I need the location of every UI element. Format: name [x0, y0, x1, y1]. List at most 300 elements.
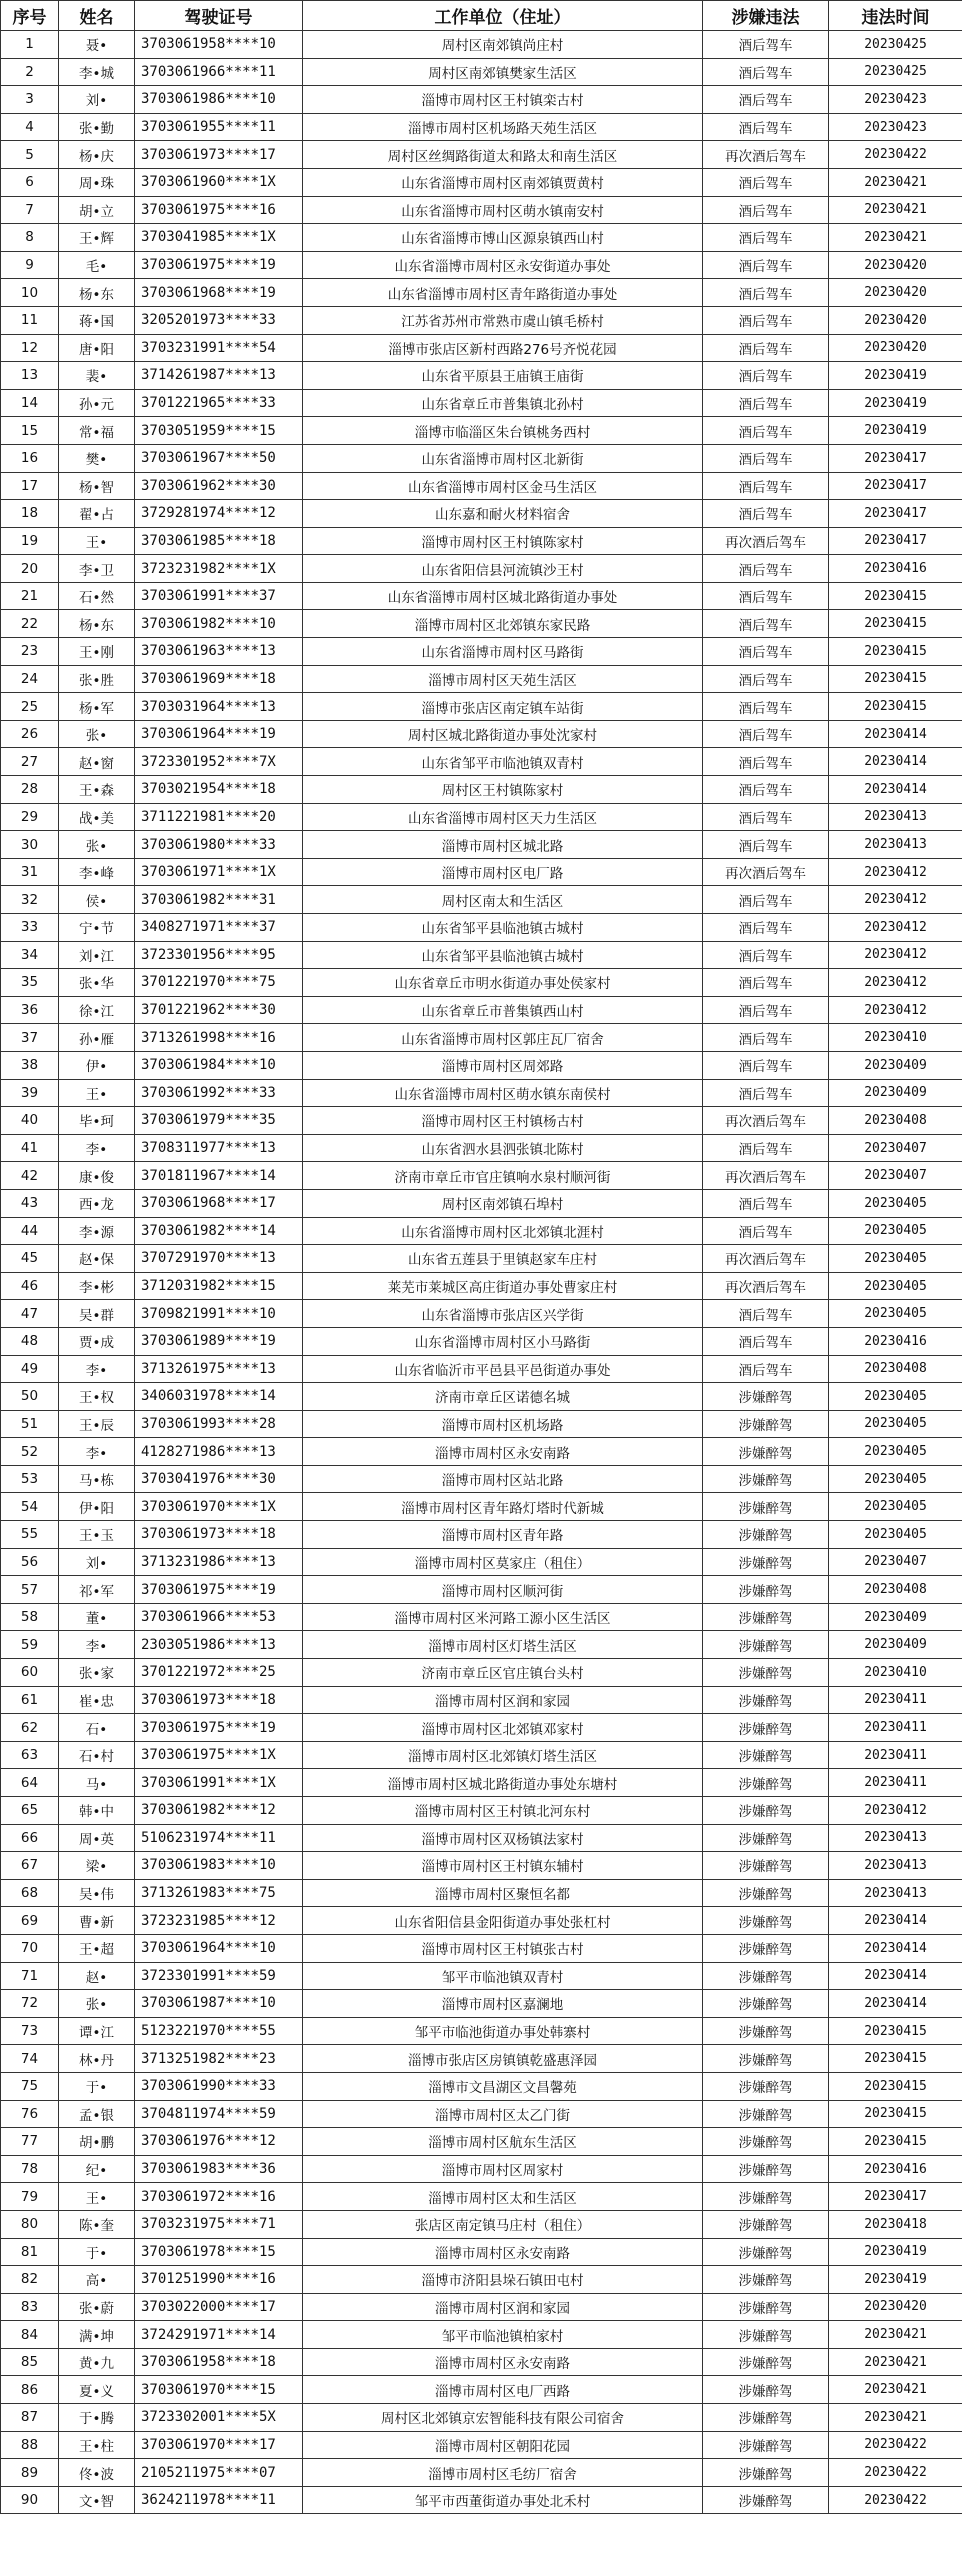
table-row: [1, 2045, 962, 2073]
person-name: 李•: [59, 1355, 135, 1383]
person-name: 吴•群: [59, 1300, 135, 1328]
license-number: 3703041985****1X: [135, 224, 303, 252]
work-address: 山东省淄博市周村区南郊镇贾黄村: [303, 168, 703, 196]
work-address: 周村区南郊镇石埠村: [303, 1189, 703, 1217]
table-row: [1, 1327, 962, 1355]
license-number: 3703061990****33: [135, 2072, 303, 2100]
violation-date: 20230409: [829, 1603, 962, 1631]
row-number: 4: [1, 113, 59, 141]
table-row: [1, 2431, 962, 2459]
work-address: 山东省平原县王庙镇王庙街: [303, 362, 703, 390]
license-number: 3703061985****18: [135, 527, 303, 555]
row-number: 58: [1, 1603, 59, 1631]
table-row: [1, 86, 962, 114]
violation-type: 酒后驾车: [703, 472, 829, 500]
license-number: 3703231991****54: [135, 334, 303, 362]
violation-type: 涉嫌醉驾: [703, 1962, 829, 1990]
table-body: [1, 31, 962, 2514]
violation-type: 酒后驾车: [703, 638, 829, 666]
violation-type: 酒后驾车: [703, 1189, 829, 1217]
person-name: 西•龙: [59, 1189, 135, 1217]
violation-date: 20230414: [829, 1934, 962, 1962]
violation-date: 20230421: [829, 224, 962, 252]
work-address: 淄博市张店区房镇镇乾盛惠泽园: [303, 2045, 703, 2073]
violation-date: 20230422: [829, 141, 962, 169]
person-name: 赵•窗: [59, 748, 135, 776]
person-name: 蒋•国: [59, 306, 135, 334]
license-number: 3703061963****13: [135, 638, 303, 666]
person-name: 王•权: [59, 1383, 135, 1411]
row-number: 27: [1, 748, 59, 776]
violation-date: 20230408: [829, 1107, 962, 1135]
violation-date: 20230417: [829, 2183, 962, 2211]
work-address: 淄博市周村区永安南路: [303, 2348, 703, 2376]
violation-type: 涉嫌醉驾: [703, 2321, 829, 2349]
violation-type: 酒后驾车: [703, 803, 829, 831]
violation-type: 酒后驾车: [703, 1134, 829, 1162]
table-row: [1, 693, 962, 721]
person-name: 董•: [59, 1603, 135, 1631]
person-name: 伊•: [59, 1051, 135, 1079]
violation-date: 20230419: [829, 389, 962, 417]
row-number: 47: [1, 1300, 59, 1328]
work-address: 邹平市临池街道办事处韩寨村: [303, 2017, 703, 2045]
license-number: 3723301952****7X: [135, 748, 303, 776]
header-violation: 涉嫌违法: [703, 1, 829, 31]
row-number: 30: [1, 831, 59, 859]
license-number: 3703061982****14: [135, 1217, 303, 1245]
row-number: 8: [1, 224, 59, 252]
work-address: 山东省淄博市周村区郭庄瓦厂宿舍: [303, 1024, 703, 1052]
table-row: [1, 665, 962, 693]
license-number: 3714261987****13: [135, 362, 303, 390]
table-row: [1, 1852, 962, 1880]
person-name: 李•: [59, 1438, 135, 1466]
row-number: 7: [1, 196, 59, 224]
person-name: 李•卫: [59, 555, 135, 583]
table-row: [1, 1465, 962, 1493]
license-number: 5106231974****11: [135, 1824, 303, 1852]
violation-type: 酒后驾车: [703, 776, 829, 804]
table-row: [1, 1024, 962, 1052]
violation-type: 涉嫌醉驾: [703, 2266, 829, 2294]
violation-type: 涉嫌醉驾: [703, 1907, 829, 1935]
work-address: 山东省章丘市明水街道办事处侯家村: [303, 969, 703, 997]
violation-date: 20230405: [829, 1272, 962, 1300]
violation-type: 酒后驾车: [703, 1327, 829, 1355]
work-address: 淄博市周村区嘉澜地: [303, 1990, 703, 2018]
table-row: [1, 251, 962, 279]
person-name: 翟•占: [59, 500, 135, 528]
violation-type: 再次酒后驾车: [703, 1162, 829, 1190]
table-row: [1, 1162, 962, 1190]
row-number: 56: [1, 1548, 59, 1576]
violation-type: 涉嫌醉驾: [703, 2376, 829, 2404]
work-address: 山东省阳信县河流镇沙王村: [303, 555, 703, 583]
work-address: 淄博市周村区润和家园: [303, 1686, 703, 1714]
person-name: 唐•阳: [59, 334, 135, 362]
person-name: 张•: [59, 1990, 135, 2018]
table-row: [1, 527, 962, 555]
violation-date: 20230417: [829, 500, 962, 528]
row-number: 61: [1, 1686, 59, 1714]
license-number: 3703061968****19: [135, 279, 303, 307]
license-number: 3703061991****1X: [135, 1769, 303, 1797]
work-address: 周村区丝绸路街道太和路太和南生活区: [303, 141, 703, 169]
work-address: 淄博市周村区王村镇北河东村: [303, 1797, 703, 1825]
header-date: 违法时间: [829, 1, 962, 31]
violation-date: 20230412: [829, 914, 962, 942]
violation-type: 酒后驾车: [703, 720, 829, 748]
violation-type: 酒后驾车: [703, 693, 829, 721]
person-name: 刘•: [59, 86, 135, 114]
row-number: 28: [1, 776, 59, 804]
license-number: 3723231982****1X: [135, 555, 303, 583]
row-number: 52: [1, 1438, 59, 1466]
person-name: 马•栋: [59, 1465, 135, 1493]
row-number: 59: [1, 1631, 59, 1659]
work-address: 邹平市临池镇双青村: [303, 1962, 703, 1990]
violation-date: 20230419: [829, 2238, 962, 2266]
person-name: 杨•东: [59, 610, 135, 638]
license-number: 3701221970****75: [135, 969, 303, 997]
work-address: 淄博市周村区润和家园: [303, 2293, 703, 2321]
table-row: [1, 417, 962, 445]
table-row: [1, 1631, 962, 1659]
row-number: 64: [1, 1769, 59, 1797]
table-row: [1, 1189, 962, 1217]
person-name: 毕•珂: [59, 1107, 135, 1135]
person-name: 孟•银: [59, 2100, 135, 2128]
table-row: [1, 1769, 962, 1797]
license-number: 3703231975****71: [135, 2210, 303, 2238]
violation-type: 酒后驾车: [703, 1300, 829, 1328]
row-number: 60: [1, 1659, 59, 1687]
license-number: 3703061976****12: [135, 2128, 303, 2156]
license-number: 3701811967****14: [135, 1162, 303, 1190]
violation-date: 20230409: [829, 1051, 962, 1079]
table-row: [1, 2486, 962, 2514]
work-address: 淄博市周村区机场路天苑生活区: [303, 113, 703, 141]
person-name: 胡•立: [59, 196, 135, 224]
table-row: [1, 2210, 962, 2238]
license-number: 3624211978****11: [135, 2486, 303, 2514]
violation-date: 20230405: [829, 1410, 962, 1438]
table-row: [1, 803, 962, 831]
work-address: 邹平市西董街道办事处北禾村: [303, 2486, 703, 2514]
row-number: 82: [1, 2266, 59, 2294]
violation-date: 20230425: [829, 58, 962, 86]
person-name: 李•城: [59, 58, 135, 86]
row-number: 68: [1, 1879, 59, 1907]
table-row: [1, 1879, 962, 1907]
violation-date: 20230405: [829, 1245, 962, 1273]
license-number: 3703061983****10: [135, 1852, 303, 1880]
row-number: 34: [1, 941, 59, 969]
violation-date: 20230405: [829, 1217, 962, 1245]
license-number: 5123221970****55: [135, 2017, 303, 2045]
violation-type: 涉嫌醉驾: [703, 2486, 829, 2514]
violation-date: 20230419: [829, 2266, 962, 2294]
license-number: 3703061975****1X: [135, 1741, 303, 1769]
row-number: 36: [1, 996, 59, 1024]
row-number: 77: [1, 2128, 59, 2156]
violation-type: 酒后驾车: [703, 306, 829, 334]
license-number: 3708311977****13: [135, 1134, 303, 1162]
table-row: [1, 1272, 962, 1300]
work-address: 淄博市周村区航东生活区: [303, 2128, 703, 2156]
violation-type: 涉嫌醉驾: [703, 2293, 829, 2321]
violation-date: 20230421: [829, 2348, 962, 2376]
person-name: 张•家: [59, 1659, 135, 1687]
table-row: [1, 1438, 962, 1466]
violation-type: 涉嫌醉驾: [703, 1714, 829, 1742]
work-address: 山东省邹平市临池镇双青村: [303, 748, 703, 776]
violation-date: 20230415: [829, 2100, 962, 2128]
violation-type: 涉嫌醉驾: [703, 2348, 829, 2376]
person-name: 胡•鹏: [59, 2128, 135, 2156]
table-row: [1, 1603, 962, 1631]
work-address: 淄博市周村区灯塔生活区: [303, 1631, 703, 1659]
license-number: 3713261998****16: [135, 1024, 303, 1052]
violation-type: 再次酒后驾车: [703, 1245, 829, 1273]
table-row: [1, 196, 962, 224]
license-number: 3703061982****12: [135, 1797, 303, 1825]
person-name: 裴•: [59, 362, 135, 390]
work-address: 淄博市周村区青年路: [303, 1521, 703, 1549]
violation-date: 20230421: [829, 2404, 962, 2432]
violation-date: 20230405: [829, 1521, 962, 1549]
work-address: 淄博市周村区顺河街: [303, 1576, 703, 1604]
violation-date: 20230416: [829, 2155, 962, 2183]
table-row: [1, 1576, 962, 1604]
work-address: 山东嘉和耐火材料宿舍: [303, 500, 703, 528]
row-number: 23: [1, 638, 59, 666]
person-name: 文•智: [59, 2486, 135, 2514]
license-number: 3703061982****31: [135, 886, 303, 914]
work-address: 周村区城北路街道办事处沈家村: [303, 720, 703, 748]
violation-type: 酒后驾车: [703, 113, 829, 141]
work-address: 淄博市周村区天苑生活区: [303, 665, 703, 693]
person-name: 张•: [59, 720, 135, 748]
violation-date: 20230409: [829, 1079, 962, 1107]
row-number: 54: [1, 1493, 59, 1521]
violation-date: 20230411: [829, 1741, 962, 1769]
license-number: 3703061989****19: [135, 1327, 303, 1355]
license-number: 3703061982****10: [135, 610, 303, 638]
violation-date: 20230413: [829, 1824, 962, 1852]
violation-type: 涉嫌醉驾: [703, 1576, 829, 1604]
license-number: 3408271971****37: [135, 914, 303, 942]
license-number: 3701221965****33: [135, 389, 303, 417]
license-number: 3703061960****1X: [135, 168, 303, 196]
license-number: 2303051986****13: [135, 1631, 303, 1659]
row-number: 55: [1, 1521, 59, 1549]
work-address: 山东省淄博市周村区天力生活区: [303, 803, 703, 831]
person-name: 高•: [59, 2266, 135, 2294]
table-row: [1, 555, 962, 583]
violation-type: 涉嫌醉驾: [703, 1741, 829, 1769]
license-number: 3703061979****35: [135, 1107, 303, 1135]
person-name: 刘•江: [59, 941, 135, 969]
row-number: 29: [1, 803, 59, 831]
table-row: [1, 2321, 962, 2349]
person-name: 杨•智: [59, 472, 135, 500]
work-address: 淄博市周村区北郊镇东家民路: [303, 610, 703, 638]
violation-date: 20230405: [829, 1465, 962, 1493]
work-address: 山东省淄博市张店区兴学街: [303, 1300, 703, 1328]
table-row: [1, 1686, 962, 1714]
work-address: 淄博市临淄区朱台镇桃务西村: [303, 417, 703, 445]
work-address: 淄博市周村区北郊镇邓家村: [303, 1714, 703, 1742]
violation-date: 20230412: [829, 858, 962, 886]
violation-type: 涉嫌醉驾: [703, 1465, 829, 1493]
violation-type: 涉嫌醉驾: [703, 1879, 829, 1907]
row-number: 74: [1, 2045, 59, 2073]
person-name: 康•俊: [59, 1162, 135, 1190]
violation-date: 20230407: [829, 1134, 962, 1162]
person-name: 王•: [59, 527, 135, 555]
person-name: 王•刚: [59, 638, 135, 666]
license-number: 3703061972****16: [135, 2183, 303, 2211]
row-number: 84: [1, 2321, 59, 2349]
license-number: 3703061975****19: [135, 251, 303, 279]
work-address: 周村区北郊镇京宏智能科技有限公司宿舍: [303, 2404, 703, 2432]
table-row: [1, 1079, 962, 1107]
violation-date: 20230423: [829, 86, 962, 114]
person-name: 刘•: [59, 1548, 135, 1576]
work-address: 淄博市周村区周郊路: [303, 1051, 703, 1079]
work-address: 山东省阳信县金阳街道办事处张杠村: [303, 1907, 703, 1935]
work-address: 淄博市周村区站北路: [303, 1465, 703, 1493]
work-address: 山东省淄博市周村区永安街道办事处: [303, 251, 703, 279]
violation-date: 20230408: [829, 1576, 962, 1604]
violation-date: 20230405: [829, 1189, 962, 1217]
header-no: 序号: [1, 1, 59, 31]
row-number: 66: [1, 1824, 59, 1852]
violation-type: 酒后驾车: [703, 251, 829, 279]
license-number: 3703061970****15: [135, 2376, 303, 2404]
license-number: 3701251990****16: [135, 2266, 303, 2294]
violation-date: 20230414: [829, 776, 962, 804]
license-number: 3703061962****30: [135, 472, 303, 500]
table-row: [1, 224, 962, 252]
person-name: 王•玉: [59, 1521, 135, 1549]
violation-type: 涉嫌醉驾: [703, 1410, 829, 1438]
work-address: 周村区南太和生活区: [303, 886, 703, 914]
violation-type: 酒后驾车: [703, 362, 829, 390]
work-address: 淄博市周村区电厂路: [303, 858, 703, 886]
header-license: 驾驶证号: [135, 1, 303, 31]
license-number: 3703061975****19: [135, 1714, 303, 1742]
row-number: 85: [1, 2348, 59, 2376]
person-name: 伊•阳: [59, 1493, 135, 1521]
violation-type: 再次酒后驾车: [703, 858, 829, 886]
person-name: 韩•中: [59, 1797, 135, 1825]
license-number: 3701221962****30: [135, 996, 303, 1024]
violation-type: 涉嫌醉驾: [703, 1990, 829, 2018]
violation-date: 20230409: [829, 1631, 962, 1659]
violation-date: 20230412: [829, 1797, 962, 1825]
license-number: 3703061970****1X: [135, 1493, 303, 1521]
person-name: 于•: [59, 2238, 135, 2266]
violation-date: 20230422: [829, 2431, 962, 2459]
license-number: 3703051959****15: [135, 417, 303, 445]
person-name: 李•彬: [59, 1272, 135, 1300]
violation-type: 涉嫌醉驾: [703, 2459, 829, 2487]
row-number: 19: [1, 527, 59, 555]
violation-date: 20230411: [829, 1686, 962, 1714]
violation-type: 再次酒后驾车: [703, 1272, 829, 1300]
table-row: [1, 362, 962, 390]
row-number: 81: [1, 2238, 59, 2266]
license-number: 3723231985****12: [135, 1907, 303, 1935]
row-number: 32: [1, 886, 59, 914]
person-name: 崔•忠: [59, 1686, 135, 1714]
work-address: 山东省五莲县于里镇赵家车庄村: [303, 1245, 703, 1273]
work-address: 淄博市周村区朝阳花园: [303, 2431, 703, 2459]
violation-type: 涉嫌醉驾: [703, 2210, 829, 2238]
person-name: 夏•义: [59, 2376, 135, 2404]
license-number: 3703061975****19: [135, 1576, 303, 1604]
work-address: 山东省淄博市周村区马路街: [303, 638, 703, 666]
license-number: 3723302001****5X: [135, 2404, 303, 2432]
row-number: 37: [1, 1024, 59, 1052]
row-number: 6: [1, 168, 59, 196]
license-number: 3703061980****33: [135, 831, 303, 859]
table-row: [1, 1548, 962, 1576]
person-name: 宁•节: [59, 914, 135, 942]
license-number: 3703061983****36: [135, 2155, 303, 2183]
table-row: [1, 2183, 962, 2211]
violation-type: 再次酒后驾车: [703, 141, 829, 169]
table-row: [1, 2459, 962, 2487]
license-number: 3205201973****33: [135, 306, 303, 334]
violation-type: 再次酒后驾车: [703, 527, 829, 555]
violation-date: 20230411: [829, 1769, 962, 1797]
violation-date: 20230420: [829, 306, 962, 334]
violation-type: 涉嫌醉驾: [703, 2183, 829, 2211]
violation-date: 20230420: [829, 279, 962, 307]
license-number: 3729281974****12: [135, 500, 303, 528]
violation-type: 酒后驾车: [703, 831, 829, 859]
person-name: 孙•元: [59, 389, 135, 417]
work-address: 山东省淄博市周村区青年路街道办事处: [303, 279, 703, 307]
table-row: [1, 58, 962, 86]
work-address: 山东省淄博市周村区北郊镇北涯村: [303, 1217, 703, 1245]
work-address: 山东省淄博市周村区小马路街: [303, 1327, 703, 1355]
license-number: 3703061966****53: [135, 1603, 303, 1631]
row-number: 26: [1, 720, 59, 748]
violation-date: 20230420: [829, 334, 962, 362]
license-number: 3703061973****18: [135, 1686, 303, 1714]
license-number: 3703061984****10: [135, 1051, 303, 1079]
violation-date: 20230413: [829, 1852, 962, 1880]
violation-type: 酒后驾车: [703, 417, 829, 445]
work-address: 淄博市周村区太乙门街: [303, 2100, 703, 2128]
person-name: 张•: [59, 831, 135, 859]
row-number: 65: [1, 1797, 59, 1825]
violation-date: 20230407: [829, 1162, 962, 1190]
table-row: [1, 389, 962, 417]
table-row: [1, 1051, 962, 1079]
work-address: 淄博市周村区王村镇张古村: [303, 1934, 703, 1962]
row-number: 31: [1, 858, 59, 886]
person-name: 杨•庆: [59, 141, 135, 169]
license-number: 3703021954****18: [135, 776, 303, 804]
violation-type: 酒后驾车: [703, 1217, 829, 1245]
table-row: [1, 1410, 962, 1438]
